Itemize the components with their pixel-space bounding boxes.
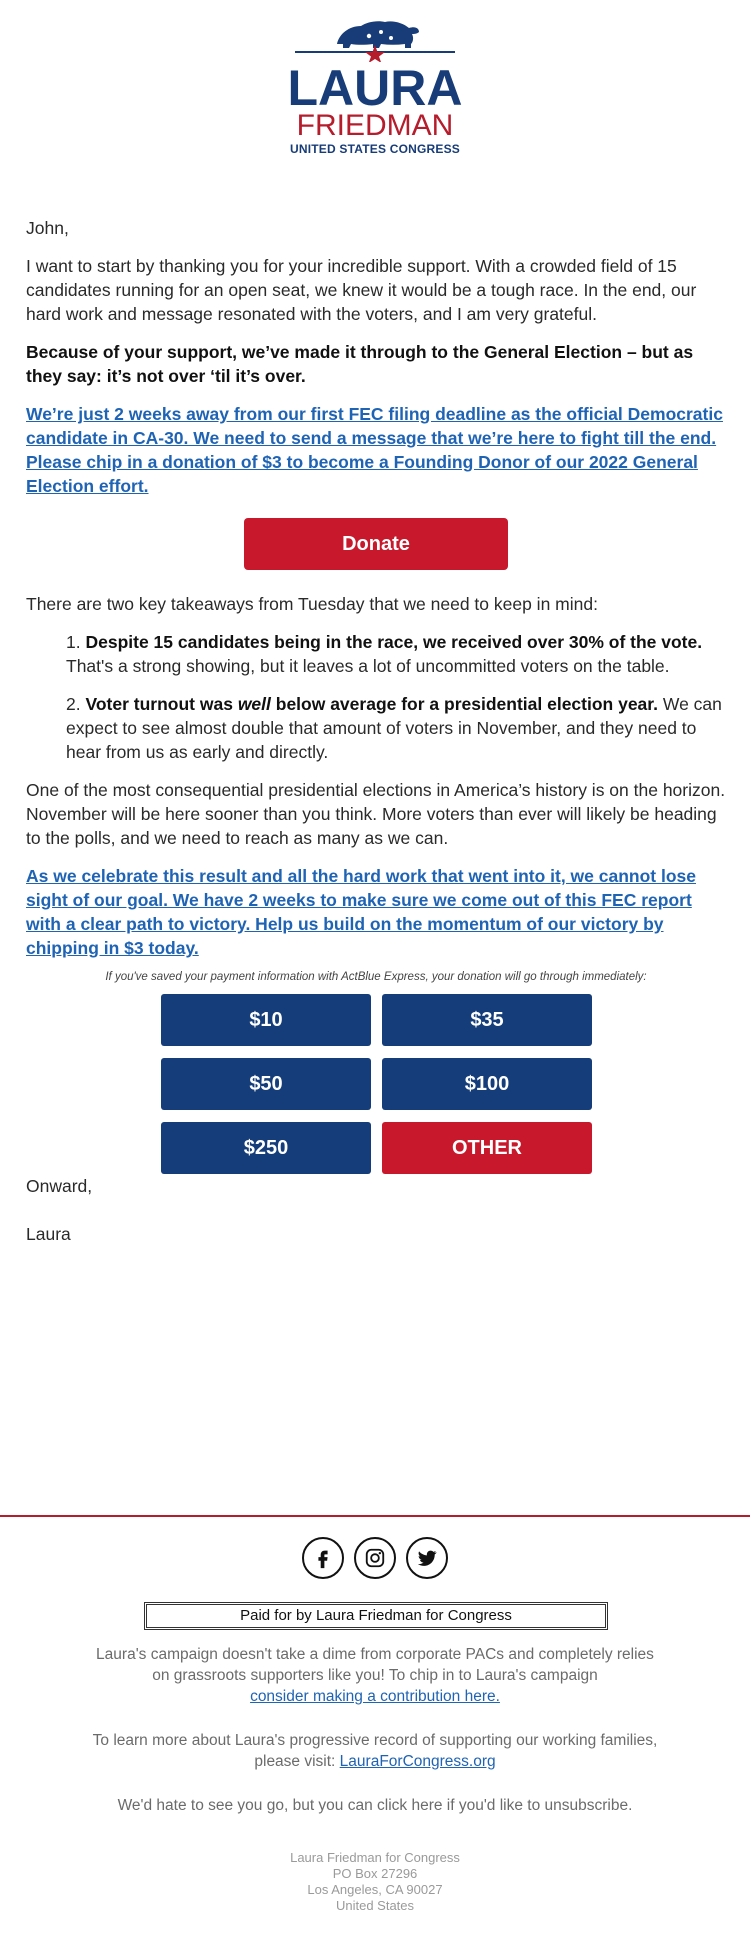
address-line: United States	[335, 1898, 415, 1913]
paragraph-thanks: I want to start by thanking you for your incredible support. With a crowded field of 15 candidates running for an open seat, we knew it would be a tough race. In the end, our hard work and message resonated with the voters, and I am very grateful.	[26, 256, 697, 324]
takeaway-text: That's a strong showing, but it leaves a lot of uncommitted voters on the table.	[66, 656, 670, 676]
amount-button-35[interactable]: $35	[382, 994, 592, 1046]
takeaway-bold-a: Voter turnout was	[85, 694, 238, 714]
paragraph-election-context: One of the most consequential presidential elections in America’s history is on the horizon. November will be here sooner than you think. More voters than ever will likely be heading to the polls, and we need to reach as many as we can.	[26, 780, 726, 848]
greeting: John,	[26, 218, 69, 238]
instagram-icon[interactable]	[354, 1537, 396, 1579]
paragraph-momentum-link	[26, 864, 726, 960]
email-body	[26, 216, 726, 1260]
footer-divider	[0, 1515, 750, 1517]
takeaway-text: We can expect to see almost double that amount of voters in November, and they need to hear from us as early and directly.	[66, 694, 722, 762]
paragraph-general-election: Because of your support, we’ve made it through to the General Election – but as they say: it’s not over ‘til it’s over.	[26, 342, 694, 386]
address-line: PO Box 27296	[332, 1866, 418, 1881]
social-icons-row	[0, 1537, 750, 1579]
takeaway-bold-emphasis: well	[237, 694, 271, 714]
paragraph-takeaways-intro: There are two key takeaways from Tuesday that we need to keep in mind:	[26, 594, 598, 614]
takeaway-item-2	[66, 692, 726, 764]
contribution-link[interactable]: consider making a contribution here.	[250, 1688, 500, 1705]
twitter-icon[interactable]	[406, 1537, 448, 1579]
facebook-icon[interactable]	[302, 1537, 344, 1579]
momentum-donation-link[interactable]: As we celebrate this result and all the hard work that went into it, we cannot lose sight of our goal. We have 2 weeks to make sure we come out of this FEC report with a clear path to victory. Help us build on the momentum of our victory by chipping in $3 today.	[26, 866, 696, 958]
footer-contribution-copy: Laura's campaign doesn't take a dime from corporate PACs and completely relies on grassroots supporters like you! To chip in to Laura's campaign	[96, 1646, 654, 1684]
logo-first-name: LAURA	[287, 60, 463, 116]
campaign-logo	[0, 14, 750, 156]
signoff-onward: Onward,	[26, 1176, 93, 1196]
takeaway-bold: Despite 15 candidates being in the race, we received over 30% of the vote.	[85, 632, 703, 652]
logo-subtitle: UNITED STATES CONGRESS	[290, 142, 460, 156]
mailing-address	[0, 1850, 750, 1914]
address-line: Los Angeles, CA 90027	[307, 1882, 443, 1897]
amount-button-10[interactable]: $10	[161, 994, 371, 1046]
amount-button-other[interactable]: OTHER	[382, 1122, 592, 1174]
amount-button-250[interactable]: $250	[161, 1122, 371, 1174]
unsubscribe-text[interactable]: We'd hate to see you go, but you can click here if you'd like to unsubscribe.	[117, 1797, 633, 1814]
actblue-note: If you've saved your payment information with ActBlue Express, your donation will go through immediately:	[105, 971, 647, 983]
footer-record-copy: To learn more about Laura's progressive record of supporting our working families, please visit:	[92, 1732, 658, 1770]
logo-last-name: FRIEDMAN	[296, 109, 454, 142]
takeaway-bold-b: below average for a presidential election year.	[270, 694, 658, 714]
paragraph-fec-link	[26, 402, 726, 498]
donation-amount-grid	[161, 994, 591, 1174]
bear-flag-icon	[293, 14, 457, 62]
signoff-name: Laura	[26, 1224, 71, 1244]
amount-button-100[interactable]: $100	[382, 1058, 592, 1110]
takeaway-bold	[85, 694, 658, 714]
takeaways-list	[26, 630, 726, 764]
footer-contribution-text	[90, 1644, 660, 1707]
amount-button-50[interactable]: $50	[161, 1058, 371, 1110]
donate-button[interactable]: Donate	[244, 518, 508, 570]
address-line: Laura Friedman for Congress	[290, 1850, 460, 1865]
takeaway-number: 2.	[66, 694, 81, 714]
takeaway-item-1	[66, 630, 726, 678]
fec-donation-link[interactable]: We’re just 2 weeks away from our first FEC filing deadline as the official Democratic candidate in CA-30. We need to send a message that we’re here to fight till the end. Please chip in a donation of $3 to become a Founding Donor of our 2022 General Election effort.	[26, 404, 723, 496]
donate-button-row	[26, 518, 726, 570]
takeaway-number: 1.	[66, 632, 81, 652]
paid-for-disclaimer: Paid for by Laura Friedman for Congress	[144, 1602, 608, 1630]
footer-record-text	[90, 1730, 660, 1772]
website-link[interactable]: LauraForCongress.org	[339, 1753, 496, 1770]
